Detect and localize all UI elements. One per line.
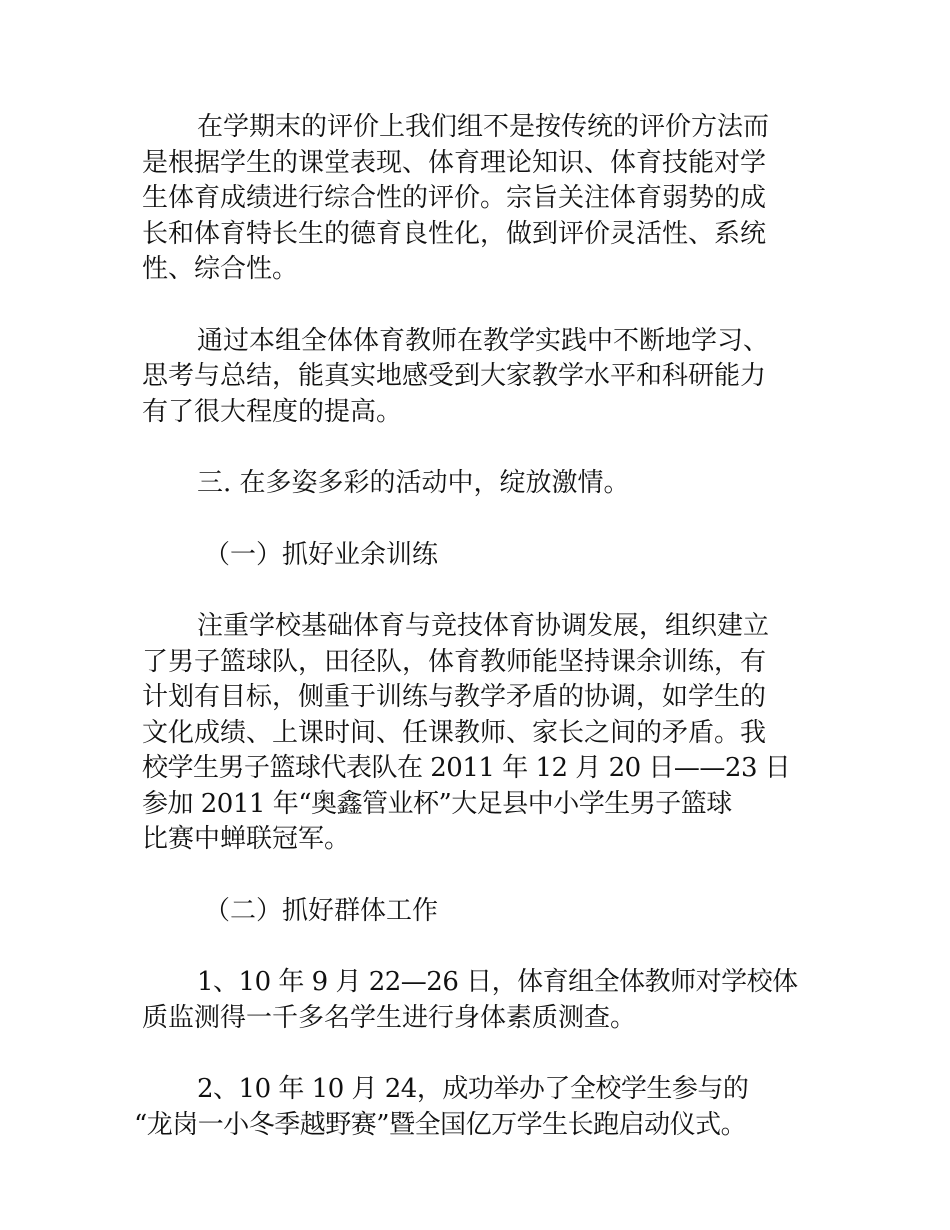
paragraph-line: “龙岗一小冬季越野赛”暨全国亿万学生长跑启动仪式。 — [134, 1109, 747, 1140]
list-item — [134, 1072, 842, 1143]
subheading-group-work: （二）抓好群体工作 — [204, 895, 439, 926]
paragraph-line: 了男子篮球队，田径队，体育教师能坚持课余训练，有 — [142, 646, 767, 677]
paragraph-line: 生体育成绩进行综合性的评价。宗旨关注体育弱势的成 — [142, 183, 767, 213]
improvement-paragraph — [142, 324, 842, 431]
section-heading: 三. 在多姿多彩的活动中，绽放激情。 — [197, 468, 630, 498]
paragraph-line: 参加 2011 年“奥鑫管业杯”大足县中小学生男子篮球 — [142, 788, 732, 819]
paragraph-line: 校学生男子篮球代表队在 2011 年 12 月 20 日——23 日 — [142, 753, 791, 783]
paragraph-line: 1、10 年 9 月 22—26 日，体育组全体教师对学校体 — [197, 967, 798, 997]
paragraph-line: 有了很大程度的提高。 — [142, 396, 403, 427]
evaluation-paragraph — [142, 110, 842, 288]
paragraph-line: 思考与总结，能真实地感受到大家教学水平和科研能力 — [142, 361, 767, 391]
paragraph-line: 性、综合性。 — [142, 254, 299, 284]
list-item — [142, 965, 842, 1036]
paragraph-line: 文化成绩、上课时间、任课教师、家长之间的矛盾。我 — [142, 717, 767, 748]
paragraph-line: 质监测得一千多名学生进行身体素质测查。 — [142, 1002, 637, 1033]
paragraph-line: 是根据学生的课堂表现、体育理论知识、体育技能对学 — [142, 147, 767, 178]
document-body — [134, 110, 842, 1179]
paragraph-line: 计划有目标，侧重于训练与教学矛盾的协调，如学生的 — [142, 682, 767, 712]
paragraph-line: 通过本组全体体育教师在教学实践中不断地学习、 — [197, 325, 770, 356]
training-paragraph — [142, 609, 842, 858]
paragraph-line: 2、10 年 10 月 24，成功举办了全校学生参与的 — [197, 1074, 749, 1104]
subheading-training: （一）抓好业余训练 — [204, 539, 439, 570]
paragraph-line: 比赛中蝉联冠军。 — [142, 824, 351, 854]
paragraph-line: 长和体育特长生的德育良性化，做到评价灵活性、系统 — [142, 218, 767, 249]
paragraph-line: 在学期末的评价上我们组不是按传统的评价方法而 — [197, 112, 770, 142]
paragraph-line: 注重学校基础体育与竞技体育协调发展，组织建立 — [197, 611, 770, 641]
